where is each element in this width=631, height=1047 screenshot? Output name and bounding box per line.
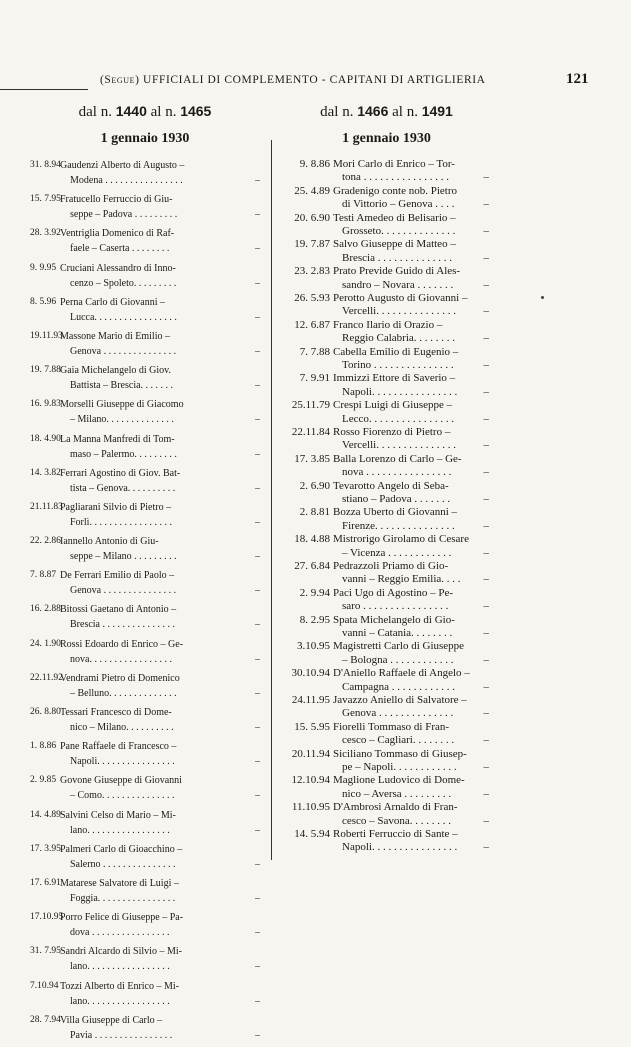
- entry-dash: –: [483, 814, 489, 827]
- officer-entry: [284, 426, 489, 453]
- entry-date: 2. 9.94: [299, 586, 330, 599]
- entry-name-line: Tessari Francesco di Dome-: [60, 707, 172, 718]
- entry-date: 9. 9.95: [30, 262, 57, 273]
- entry-date: 17.10.95: [30, 912, 64, 923]
- entry-date: 1. 8.86: [30, 741, 57, 752]
- entry-date: 18. 4.88: [294, 533, 330, 546]
- entry-date: 21.11.83: [30, 501, 63, 512]
- officer-entry: [30, 773, 260, 807]
- entry-place-line: Modena . . . . . . . . . . . . . . . .: [70, 175, 183, 186]
- officer-entry: [30, 568, 260, 602]
- entry-dash: –: [483, 519, 489, 532]
- entry-dash: –: [483, 466, 489, 479]
- entry-date: 15. 5.95: [294, 720, 330, 733]
- entry-name-line: Massone Mario di Emilio –: [60, 330, 170, 342]
- entry-date: 8. 5.96: [30, 296, 57, 307]
- entry-name-line: Ferrari Agostino di Giov. Bat-: [60, 467, 181, 479]
- entry-date: 22. 2.86: [30, 536, 61, 547]
- entry-dash: –: [255, 277, 260, 289]
- entry-place-line: di Vittorio – Genova . . . .: [342, 198, 455, 211]
- entry-date: 19. 7.88: [30, 365, 61, 376]
- entry-name-line: Iannello Antonio di Giu-: [60, 536, 159, 548]
- officer-entry: [30, 500, 260, 534]
- entry-date: 31. 7.95: [30, 946, 61, 957]
- entry-place-line: saro . . . . . . . . . . . . . . . .: [342, 600, 449, 613]
- officer-entry: [30, 602, 260, 636]
- entry-place-line: Forlì. . . . . . . . . . . . . . . . .: [70, 516, 172, 528]
- officer-entry: [30, 842, 260, 876]
- entry-dash: –: [483, 278, 489, 291]
- officer-entry: [30, 1013, 260, 1047]
- entry-name-line: Magistretti Carlo di Giuseppe: [333, 640, 465, 653]
- entry-name-line: Palmeri Carlo di Gioacchino –: [60, 843, 183, 855]
- entry-dash: –: [255, 687, 260, 699]
- officer-entry: [284, 694, 489, 721]
- entry-name-line: Spata Michelangelo di Gio-: [333, 613, 455, 626]
- entry-place-line: Firenze. . . . . . . . . . . . . . .: [342, 519, 455, 532]
- officer-entry: [284, 319, 489, 346]
- entry-date: 26. 8.80: [30, 707, 61, 717]
- entry-name-line: Rosso Fiorenzo di Pietro –: [333, 425, 451, 438]
- entry-name-line: Govone Giuseppe di Giovanni: [60, 775, 182, 787]
- officer-entry: [284, 399, 489, 426]
- entry-name-line: D'Ambrosi Arnaldo di Fran-: [333, 801, 458, 814]
- entry-place-line: Napoli. . . . . . . . . . . . . . . .: [342, 841, 458, 854]
- entry-date: 19.11.93: [30, 330, 63, 341]
- officer-entry: [284, 748, 489, 775]
- entry-dash: –: [483, 841, 489, 854]
- entry-place-line: Pavia . . . . . . . . . . . . . . . .: [70, 1029, 173, 1041]
- entry-dash: –: [483, 760, 489, 773]
- range-mid: al n.: [392, 104, 418, 120]
- entry-dash: –: [255, 311, 260, 323]
- entry-dash: –: [483, 680, 489, 693]
- entry-date: 16. 9.83: [30, 399, 61, 410]
- entry-dash: –: [255, 551, 260, 563]
- entry-dash: –: [255, 243, 260, 255]
- entry-place-line: Brescia . . . . . . . . . . . . . . .: [70, 619, 175, 631]
- entry-date: 2. 8.81: [299, 506, 330, 519]
- entry-date: 27. 6.84: [294, 559, 330, 572]
- right-number-range: [284, 100, 489, 122]
- page-number: 121: [566, 71, 589, 87]
- entry-name-line: Franco Ilario di Orazio –: [333, 318, 443, 331]
- running-head: [0, 62, 631, 96]
- entry-date: 22.11.84: [291, 425, 330, 438]
- entry-name-line: Bozza Uberto di Giovanni –: [333, 506, 458, 519]
- officer-entry: [284, 560, 489, 587]
- officer-entry: [30, 637, 260, 671]
- right-column: [284, 100, 489, 855]
- entry-date: 25. 4.89: [294, 184, 330, 197]
- entry-dash: –: [483, 600, 489, 613]
- officer-entry: [30, 226, 260, 260]
- entry-date: 24. 1.90: [30, 638, 61, 649]
- entry-date: 9. 8.86: [299, 158, 330, 170]
- header-rule: [0, 89, 88, 90]
- entry-date: 22.11.92: [30, 672, 63, 683]
- entry-name-line: Pedrazzoli Priamo di Gio-: [333, 559, 449, 572]
- entry-place-line: Genova . . . . . . . . . . . . . . .: [70, 585, 177, 597]
- entry-dash: –: [255, 585, 260, 597]
- officer-entry: [30, 705, 260, 739]
- entry-date: 25.11.79: [291, 399, 330, 412]
- entry-date: 16. 2.88: [30, 604, 61, 615]
- range-from: 1440: [115, 103, 147, 119]
- entry-dash: –: [255, 1029, 260, 1041]
- entry-dash: –: [483, 492, 489, 505]
- entry-name-line: Prato Previde Guido di Ales-: [333, 265, 461, 278]
- entry-dash: –: [255, 995, 260, 1007]
- entry-place-line: seppe – Milano . . . . . . . . .: [70, 551, 177, 563]
- range-prefix: dal n.: [320, 104, 354, 120]
- entry-place-line: cesco – Savona. . . . . . . .: [342, 814, 452, 827]
- entry-name-line: Javazzo Aniello di Salvatore –: [333, 693, 467, 706]
- officer-entry: [284, 265, 489, 292]
- entry-dash: –: [483, 251, 489, 264]
- officer-entry: [284, 721, 489, 748]
- entry-date: 17. 3.95: [30, 843, 61, 854]
- entry-date: 7.10.94: [30, 980, 59, 991]
- entry-name-line: Salvo Giuseppe di Matteo –: [333, 238, 456, 251]
- entry-name-line: Balla Lorenzo di Carlo – Ge-: [333, 452, 462, 465]
- entry-place-line: Salerno . . . . . . . . . . . . . . .: [70, 858, 176, 870]
- entry-dash: –: [255, 448, 260, 460]
- entry-date: 31. 8.94: [30, 160, 61, 170]
- entry-date: 17. 6.91: [30, 877, 61, 888]
- officer-entry: [30, 808, 260, 842]
- entry-dash: –: [483, 546, 489, 559]
- entry-name-line: Bitossi Gaetano di Antonio –: [60, 604, 177, 616]
- entry-dash: –: [483, 626, 489, 639]
- entry-name-line: Morselli Giuseppe di Giacomo: [60, 399, 184, 411]
- entry-date: 7. 9.91: [299, 372, 330, 385]
- entry-dash: –: [483, 198, 489, 211]
- entry-dash: –: [483, 787, 489, 800]
- officer-entry: [284, 238, 489, 265]
- entry-place-line: cesco – Cagliari. . . . . . . .: [342, 734, 455, 747]
- entry-date: 14. 4.89: [30, 809, 61, 820]
- entry-name-line: Gaudenzi Alberto di Augusto –: [60, 160, 185, 171]
- entry-dash: –: [255, 209, 260, 221]
- entry-place-line: seppe – Padova . . . . . . . . .: [70, 209, 178, 221]
- entry-place-line: stiano – Padova . . . . . . .: [342, 492, 451, 505]
- entry-name-line: D'Aniello Raffaele di Angelo –: [333, 667, 470, 680]
- entry-place-line: Reggio Calabria. . . . . . . .: [342, 332, 456, 345]
- entry-dash: –: [255, 345, 260, 357]
- officer-entry: [284, 533, 489, 560]
- entry-dash: –: [255, 722, 260, 733]
- entry-place-line: Grosseto. . . . . . . . . . . . . .: [342, 225, 456, 237]
- entry-dash: –: [483, 734, 489, 747]
- entry-dash: –: [255, 653, 260, 665]
- right-date-heading: 1 gennaio 1930: [342, 131, 431, 146]
- entry-dash: –: [255, 961, 260, 973]
- entry-place-line: Vercelli. . . . . . . . . . . . . . .: [342, 305, 456, 318]
- officer-entry: [30, 192, 260, 226]
- officer-entry: [284, 774, 489, 801]
- entry-place-line: – Vicenza . . . . . . . . . . . .: [342, 546, 452, 559]
- entry-name-line: Pagliarani Silvio di Pietro –: [60, 501, 172, 513]
- officer-entry: [30, 261, 260, 295]
- officer-entry: [30, 534, 260, 568]
- entry-date: 23. 2.83: [294, 265, 330, 278]
- officer-entry: [284, 292, 489, 319]
- entry-dash: –: [255, 482, 260, 494]
- entry-place-line: Torino . . . . . . . . . . . . . . .: [342, 358, 454, 371]
- entry-dash: –: [255, 824, 260, 836]
- entry-place-line: tista – Genova. . . . . . . . . .: [70, 482, 176, 494]
- entry-name-line: Tozzi Alberto di Enrico – Mi-: [60, 980, 179, 992]
- officer-entry: [30, 466, 260, 500]
- entry-name-line: Matarese Salvatore di Luigi –: [60, 877, 179, 889]
- stray-ink-dot: [541, 296, 544, 299]
- entry-name-line: Siciliano Tommaso di Giusep-: [333, 747, 467, 760]
- entry-place-line: maso – Palermo. . . . . . . . .: [70, 448, 177, 460]
- entry-place-line: vanni – Reggio Emilia. . . .: [342, 573, 461, 586]
- entry-dash: –: [255, 516, 260, 528]
- entry-dash: –: [255, 756, 260, 768]
- entry-name-line: Ventriglia Domenico di Raf-: [60, 228, 175, 240]
- entry-dash: –: [483, 653, 489, 666]
- entry-place-line: tona . . . . . . . . . . . . . . . .: [342, 171, 449, 184]
- entry-name-line: Gradenigo conte nob. Pietro: [333, 184, 458, 197]
- entry-place-line: Napoli. . . . . . . . . . . . . . . .: [342, 385, 458, 398]
- entry-name-line: Mistrorigo Girolamo di Cesare: [333, 533, 469, 546]
- entry-date: 30.10.94: [291, 667, 330, 680]
- entry-place-line: Campagna . . . . . . . . . . . .: [342, 680, 456, 693]
- entry-name-line: Gaia Michelangelo di Giov.: [60, 365, 171, 377]
- entry-date: 7. 8.87: [30, 570, 57, 581]
- officer-entry: [284, 212, 489, 239]
- left-entry-list: [30, 158, 260, 1047]
- entry-dash: –: [483, 385, 489, 398]
- entry-name-line: Crespi Luigi di Giuseppe –: [333, 399, 453, 412]
- entry-date: 12.10.94: [291, 774, 330, 787]
- right-entry-list: [284, 158, 489, 855]
- entry-dash: –: [255, 414, 260, 426]
- entry-date: 2. 9.85: [30, 775, 57, 786]
- entry-dash: –: [255, 175, 260, 186]
- entry-date: 18. 4.90: [30, 433, 61, 444]
- officer-entry: [30, 397, 260, 431]
- entry-date: 14. 3.82: [30, 467, 61, 478]
- entry-place-line: nico – Milano. . . . . . . . . .: [70, 722, 174, 733]
- entry-name-line: Salvini Celso di Mario – Mi-: [60, 809, 176, 821]
- entry-date: 26. 5.93: [294, 291, 330, 304]
- entry-date: 15. 7.95: [30, 194, 61, 205]
- entry-place-line: – Bologna . . . . . . . . . . . .: [342, 653, 454, 666]
- range-from: 1466: [357, 103, 389, 119]
- entry-date: 28. 3.92: [30, 228, 61, 239]
- entry-name-line: Cabella Emilio di Eugenio –: [333, 345, 459, 358]
- entry-name-line: Maglione Ludovico di Dome-: [333, 774, 465, 787]
- entry-place-line: vanni – Catania. . . . . . . .: [342, 626, 453, 639]
- entry-dash: –: [483, 332, 489, 345]
- entry-date: 12. 6.87: [294, 318, 330, 331]
- range-to: 1491: [421, 103, 453, 119]
- entry-dash: –: [255, 927, 260, 939]
- range-prefix: dal n.: [78, 104, 112, 120]
- entry-date: 11.10.95: [291, 801, 330, 814]
- officer-entry: [284, 828, 489, 855]
- officer-entry: [30, 910, 260, 944]
- entry-name-line: Perna Carlo di Giovanni –: [60, 296, 165, 308]
- officer-entry: [284, 453, 489, 480]
- range-to: 1465: [180, 103, 212, 119]
- entry-place-line: Vercelli. . . . . . . . . . . . . . .: [342, 439, 456, 452]
- officer-entry: [30, 432, 260, 466]
- entry-place-line: lano. . . . . . . . . . . . . . . . .: [70, 995, 170, 1007]
- officer-entry: [30, 671, 260, 705]
- entry-name-line: Fiorelli Tommaso di Fran-: [333, 720, 450, 733]
- officer-entry: [284, 640, 489, 667]
- entry-date: 7. 7.88: [299, 345, 330, 358]
- officer-entry: [284, 480, 489, 507]
- entry-place-line: lano. . . . . . . . . . . . . . . . .: [70, 961, 170, 973]
- officer-entry: [284, 506, 489, 533]
- entry-place-line: Lecco. . . . . . . . . . . . . . . .: [342, 412, 455, 425]
- entry-name-line: Roberti Ferruccio di Sante –: [333, 827, 458, 840]
- entry-place-line: Brescia . . . . . . . . . . . . . .: [342, 251, 452, 264]
- officer-entry: [284, 801, 489, 828]
- entry-name-line: Cruciani Alessandro di Inno-: [60, 262, 176, 274]
- entry-dash: –: [483, 573, 489, 586]
- entry-place-line: Foggia. . . . . . . . . . . . . . . .: [70, 892, 176, 904]
- entry-date: 24.11.95: [291, 693, 330, 706]
- entry-dash: –: [483, 439, 489, 452]
- running-title: (Segue) UFFICIALI DI COMPLEMENTO - CAPITANI DI ARTIGLIERIA: [100, 74, 486, 86]
- entry-place-line: – Milano. . . . . . . . . . . . . .: [70, 414, 174, 426]
- entry-date: 20.11.94: [291, 747, 330, 760]
- entry-place-line: sandro – Novara . . . . . . .: [342, 278, 454, 291]
- officer-entry: [30, 158, 260, 192]
- entry-place-line: cenzo – Spoleto. . . . . . . . .: [70, 277, 177, 289]
- entry-place-line: Genova . . . . . . . . . . . . . . .: [70, 345, 177, 357]
- entry-place-line: – Como. . . . . . . . . . . . . . .: [70, 790, 175, 802]
- entry-dash: –: [255, 619, 260, 631]
- left-date-heading: 1 gennaio 1930: [100, 131, 190, 146]
- officer-entry: [284, 587, 489, 614]
- entry-place-line: lano. . . . . . . . . . . . . . . . .: [70, 824, 170, 836]
- entry-place-line: Battista – Brescia. . . . . . .: [70, 380, 174, 392]
- entry-place-line: Genova . . . . . . . . . . . . . .: [342, 707, 454, 720]
- officer-entry: [30, 295, 260, 329]
- entry-name-line: Paci Ugo di Agostino – Pe-: [333, 586, 454, 599]
- officer-entry: [30, 329, 260, 363]
- range-mid: al n.: [150, 104, 177, 120]
- entry-name-line: Porro Felice di Giuseppe – Pa-: [60, 912, 184, 924]
- entry-dash: –: [255, 858, 260, 870]
- entry-dash: –: [483, 171, 489, 184]
- entry-place-line: – Belluno. . . . . . . . . . . . . .: [70, 687, 177, 699]
- entry-dash: –: [483, 358, 489, 371]
- officer-entry: [30, 876, 260, 910]
- column-divider: [271, 140, 272, 860]
- entry-name-line: Villa Giuseppe di Carlo –: [60, 1014, 163, 1026]
- officer-entry: [284, 667, 489, 694]
- entry-place-line: Napoli. . . . . . . . . . . . . . . .: [70, 756, 175, 768]
- officer-entry: [284, 372, 489, 399]
- entry-place-line: nova. . . . . . . . . . . . . . . . .: [70, 653, 172, 665]
- entry-date: 2. 6.90: [299, 479, 330, 492]
- entry-name-line: La Manna Manfredi di Tom-: [60, 433, 175, 445]
- left-column: [30, 100, 260, 1047]
- entry-dash: –: [255, 380, 260, 392]
- officer-entry: [284, 185, 489, 212]
- entry-name-line: Testi Amedeo di Belisario –: [333, 211, 456, 224]
- officer-entry: [30, 363, 260, 397]
- entry-date: 19. 7.87: [294, 238, 330, 251]
- entry-date: 17. 3.85: [294, 452, 330, 465]
- officer-entry: [30, 979, 260, 1013]
- entry-dash: –: [255, 790, 260, 802]
- entry-dash: –: [483, 224, 489, 237]
- entry-name-line: Fratucello Ferruccio di Giu-: [60, 194, 173, 206]
- entry-name-line: Pane Raffaele di Francesco –: [60, 741, 177, 753]
- entry-dash: –: [255, 892, 260, 904]
- entry-date: 14. 5.94: [294, 827, 330, 840]
- entry-name-line: Sandri Alcardo di Silvio – Mi-: [60, 946, 182, 958]
- entry-place-line: pe – Napoli. . . . . . . . . . . .: [342, 760, 457, 773]
- officer-entry: [284, 614, 489, 641]
- entry-name-line: Vendrami Pietro di Domenico: [60, 672, 180, 684]
- entry-dash: –: [483, 707, 489, 720]
- left-number-range: [30, 100, 260, 122]
- entry-name-line: Rossi Edoardo di Enrico – Ge-: [60, 638, 184, 650]
- officer-entry: [284, 346, 489, 373]
- entry-date: 28. 7.94: [30, 1014, 61, 1025]
- entry-place-line: nico – Aversa . . . . . . . . .: [342, 787, 452, 800]
- entry-date: 3.10.95: [297, 640, 330, 653]
- entry-place-line: faele – Caserta . . . . . . . .: [70, 243, 170, 255]
- entry-dash: –: [483, 412, 489, 425]
- officer-entry: [284, 158, 489, 185]
- entry-date: 20. 6.90: [294, 211, 330, 224]
- entry-place-line: dova . . . . . . . . . . . . . . . .: [70, 927, 170, 939]
- entry-dash: –: [483, 305, 489, 318]
- entry-name-line: Immizzi Ettore di Saverio –: [333, 372, 456, 385]
- entry-name-line: Perotto Augusto di Giovanni –: [333, 291, 468, 304]
- entry-date: 8. 2.95: [299, 613, 330, 626]
- entry-name-line: De Ferrari Emilio di Paolo –: [60, 570, 175, 582]
- officer-entry: [30, 944, 260, 978]
- entry-place-line: Lucca. . . . . . . . . . . . . . . . .: [70, 311, 177, 323]
- entry-place-line: nova . . . . . . . . . . . . . . . .: [342, 466, 452, 479]
- entry-name-line: Tevarotto Angelo di Seba-: [333, 479, 449, 492]
- entry-name-line: Mori Carlo di Enrico – Tor-: [333, 158, 455, 170]
- officer-entry: [30, 739, 260, 773]
